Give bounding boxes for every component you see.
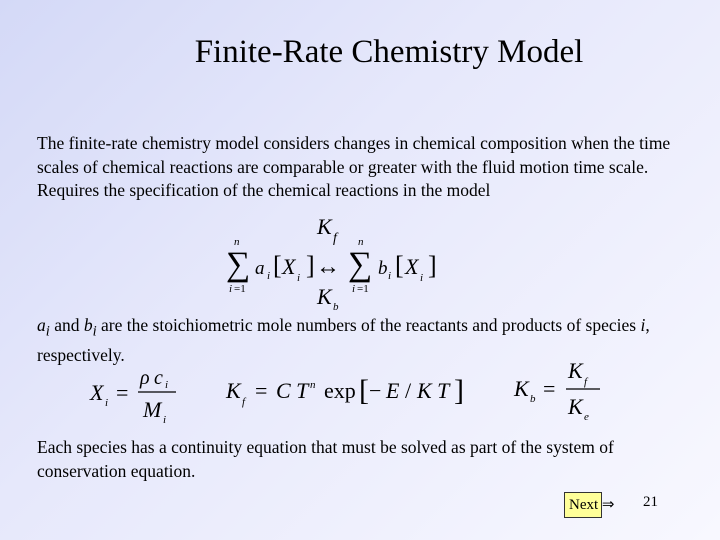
svg-text:=: = (543, 376, 556, 401)
svg-text:=1: =1 (234, 283, 246, 295)
svg-text:b: b (530, 393, 536, 405)
svg-text:i: i (352, 283, 356, 295)
svg-text:−: − (369, 378, 382, 403)
svg-text:X: X (282, 254, 296, 279)
svg-text:K: K (317, 214, 332, 239)
svg-text:K: K (226, 378, 241, 403)
svg-text:E: E (386, 378, 400, 403)
concentration-equation (88, 362, 188, 433)
svg-text:i: i (163, 414, 167, 426)
svg-text:ρ: ρ (140, 367, 150, 389)
svg-text:/: / (405, 378, 412, 403)
slide-title: Finite-Rate Chemistry Model (194, 34, 584, 70)
svg-text:i: i (297, 272, 301, 284)
svg-text:X: X (90, 380, 104, 405)
svg-text:i: i (229, 283, 233, 295)
svg-text:f: f (333, 231, 337, 246)
svg-text:e: e (584, 411, 589, 423)
svg-text:i: i (105, 397, 109, 409)
svg-text:=1: =1 (357, 283, 369, 295)
svg-text:=: = (116, 380, 129, 405)
page-number: 21 (643, 494, 658, 510)
svg-text:M: M (143, 397, 162, 422)
next-button[interactable]: Next ⇒ (564, 492, 602, 518)
svg-text:n: n (310, 379, 316, 391)
svg-text:]: ] (454, 374, 464, 407)
svg-text:=: = (255, 378, 268, 403)
svg-text:C T: C T (276, 378, 309, 403)
coefficients-paragraph: $a_i$ and $b_i$ are the stoichiometric mole numbers of the reactants and products of species i, respectively. (37, 315, 650, 365)
reaction-equation (222, 212, 452, 317)
svg-text:b: b (333, 301, 339, 313)
forward-rate-equation (226, 366, 476, 421)
svg-text:K: K (568, 394, 583, 419)
svg-text:n: n (234, 236, 240, 248)
intro-paragraph: The finite-rate chemistry model considers changes in chemical composition when the time scales of chemical reactions are comparable or greater with the fluid motion time scale. Requires the specification of the chemical reactions in the model (37, 133, 671, 200)
svg-text:i: i (420, 272, 424, 284)
svg-text:∑: ∑ (348, 246, 373, 283)
svg-text:f: f (242, 396, 246, 408)
svg-text:]: ] (306, 251, 315, 280)
svg-text:[: [ (273, 251, 282, 280)
svg-text:a: a (255, 258, 265, 279)
svg-text:f: f (584, 376, 588, 388)
svg-text:K: K (317, 284, 332, 309)
svg-text:K: K (514, 376, 529, 401)
backward-rate-equation (514, 358, 614, 429)
svg-text:[: [ (359, 374, 369, 407)
continuity-paragraph: Each species has a continuity equation that must be solved as part of the system of conservation equation. (37, 437, 614, 481)
svg-text:c: c (154, 367, 163, 389)
svg-text:i: i (165, 379, 169, 391)
svg-text:K T: K T (417, 378, 450, 403)
svg-text:↔: ↔ (316, 254, 340, 280)
svg-text:K: K (568, 358, 583, 383)
svg-text:]: ] (428, 251, 437, 280)
svg-text:exp: exp (324, 378, 356, 403)
svg-text:∑: ∑ (226, 246, 251, 283)
svg-text:n: n (358, 236, 364, 248)
svg-text:i: i (388, 270, 392, 282)
svg-text:X: X (405, 254, 419, 279)
svg-text:i: i (267, 270, 271, 282)
svg-text:b: b (378, 258, 388, 279)
svg-text:[: [ (395, 251, 404, 280)
